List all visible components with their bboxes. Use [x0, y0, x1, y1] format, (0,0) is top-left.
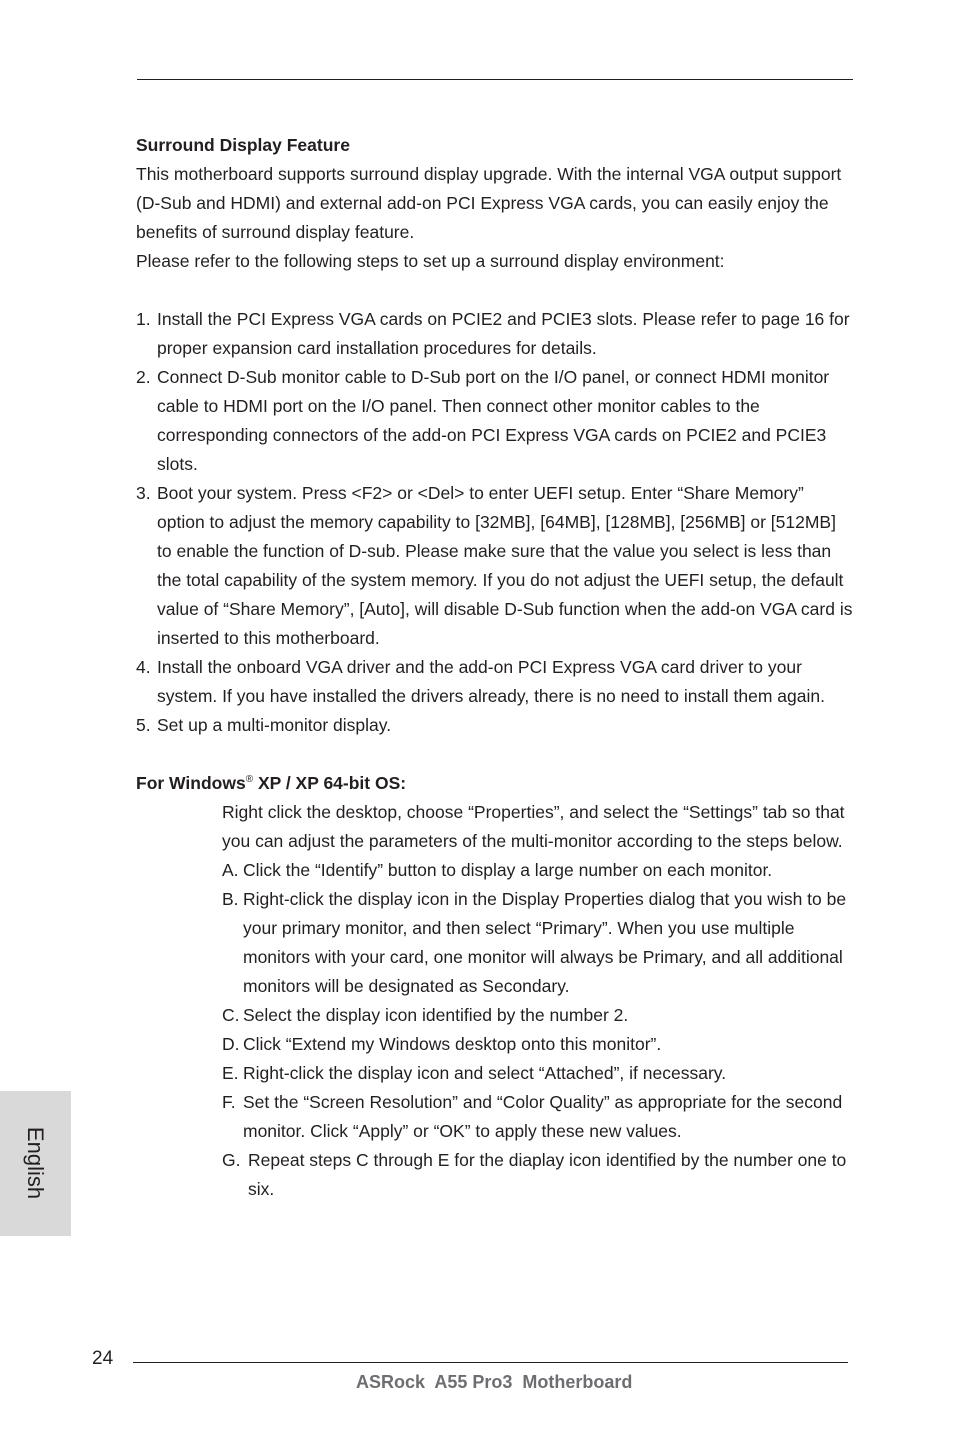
step-letter: G.: [222, 1150, 241, 1170]
footer-rule: [133, 1362, 848, 1363]
page-content: [136, 131, 854, 1204]
windows-step: [222, 1146, 854, 1204]
step-text: Repeat steps C through E for the diaplay icon identified by the number one to six.: [248, 1150, 847, 1199]
spacer: [136, 740, 854, 769]
windows-section-heading: [136, 769, 854, 798]
windows-step: [222, 1059, 854, 1088]
header-rule: [137, 79, 853, 80]
step-letter: F.: [222, 1092, 236, 1112]
step-text: Right-click the display icon in the Display Properties dialog that you wish to be your primary monitor, and then select “Primary”. When you use multiple monitors with your card, one monitor will always be Primary, and all additional monitors will be designated as Secondary.: [243, 889, 847, 996]
windows-section-body: [222, 798, 854, 1204]
step-number: 5.: [136, 715, 151, 735]
windows-step: [222, 856, 854, 885]
step-text: Select the display icon identified by the number 2.: [243, 1005, 629, 1025]
step-text: Right-click the display icon and select “Attached”, if necessary.: [243, 1063, 727, 1083]
windows-step: [222, 885, 854, 1001]
step-letter: A.: [222, 860, 239, 880]
step-text: Connect D-Sub monitor cable to D-Sub port on the I/O panel, or connect HDMI monitor cable to HDMI port on the I/O panel. Then connect other monitor cables to the corresponding connectors of the add-on PCI Express VGA cards on PCIE2 and PCIE3 slots.: [157, 367, 830, 474]
step-number: 3.: [136, 483, 151, 503]
step-letter: E.: [222, 1063, 239, 1083]
windows-heading-suffix: XP / XP 64-bit OS:: [253, 773, 407, 793]
step-letter: C.: [222, 1005, 240, 1025]
step-number: 1.: [136, 309, 151, 329]
spacer: [136, 276, 854, 305]
setup-step: [136, 479, 854, 653]
step-text: Click the “Identify” button to display a large number on each monitor.: [243, 860, 773, 880]
step-text: Click “Extend my Windows desktop onto this monitor”.: [243, 1034, 662, 1054]
windows-step: [222, 1088, 854, 1146]
section-title: Surround Display Feature: [136, 135, 350, 155]
intro-instruction: Please refer to the following steps to set up a surround display environment:: [136, 251, 725, 271]
step-number: 4.: [136, 657, 151, 677]
setup-step: [136, 653, 854, 711]
page-number: 24: [92, 1348, 114, 1369]
intro-paragraph: This motherboard supports surround display upgrade. With the internal VGA output support (D-Sub and HDMI) and external add-on PCI Express VGA cards, you can easily enjoy the benefits of surround display feature.: [136, 164, 842, 242]
setup-step: [136, 363, 854, 479]
windows-step: [222, 1030, 854, 1059]
step-text: Set the “Screen Resolution” and “Color Quality” as appropriate for the second monitor. Click “Apply” or “OK” to apply these new values.: [243, 1092, 843, 1141]
language-tab-label: English: [23, 1126, 48, 1200]
windows-heading-prefix: For Windows: [136, 773, 246, 793]
step-letter: D.: [222, 1034, 240, 1054]
footer-title: ASRock A55 Pro3 Motherboard: [356, 1372, 633, 1392]
setup-step: [136, 711, 854, 740]
step-letter: B.: [222, 889, 239, 909]
step-number: 2.: [136, 367, 151, 387]
registered-mark: ®: [245, 774, 254, 785]
step-text: Install the onboard VGA driver and the add-on PCI Express VGA card driver to your system. If you have installed the drivers already, there is no need to install them again.: [157, 657, 825, 706]
step-text: Set up a multi-monitor display.: [157, 715, 392, 735]
step-text: Install the PCI Express VGA cards on PCIE2 and PCIE3 slots. Please refer to page 16 for proper expansion card installation procedures for details.: [157, 309, 850, 358]
windows-intro: Right click the desktop, choose “Properties”, and select the “Settings” tab so that you can adjust the parameters of the multi-monitor according to the steps below.: [222, 802, 845, 851]
setup-step: [136, 305, 854, 363]
language-tab: [0, 1091, 71, 1236]
windows-step: [222, 1001, 854, 1030]
windows-steps-list: [222, 856, 854, 1204]
setup-steps-list: [136, 305, 854, 740]
step-text: Boot your system. Press <F2> or <Del> to enter UEFI setup. Enter “Share Memory” option to adjust the memory capability to [32MB], [64MB], [128MB], [256MB] or [512MB] to enable the function of D-sub. Please make sure that the value you select is less than the total capability of the system memory. If you do not adjust the UEFI setup, the default value of “Share Memory”, [Auto], will disable D-Sub function when the add-on VGA card is inserted to this motherboard.: [157, 483, 853, 648]
